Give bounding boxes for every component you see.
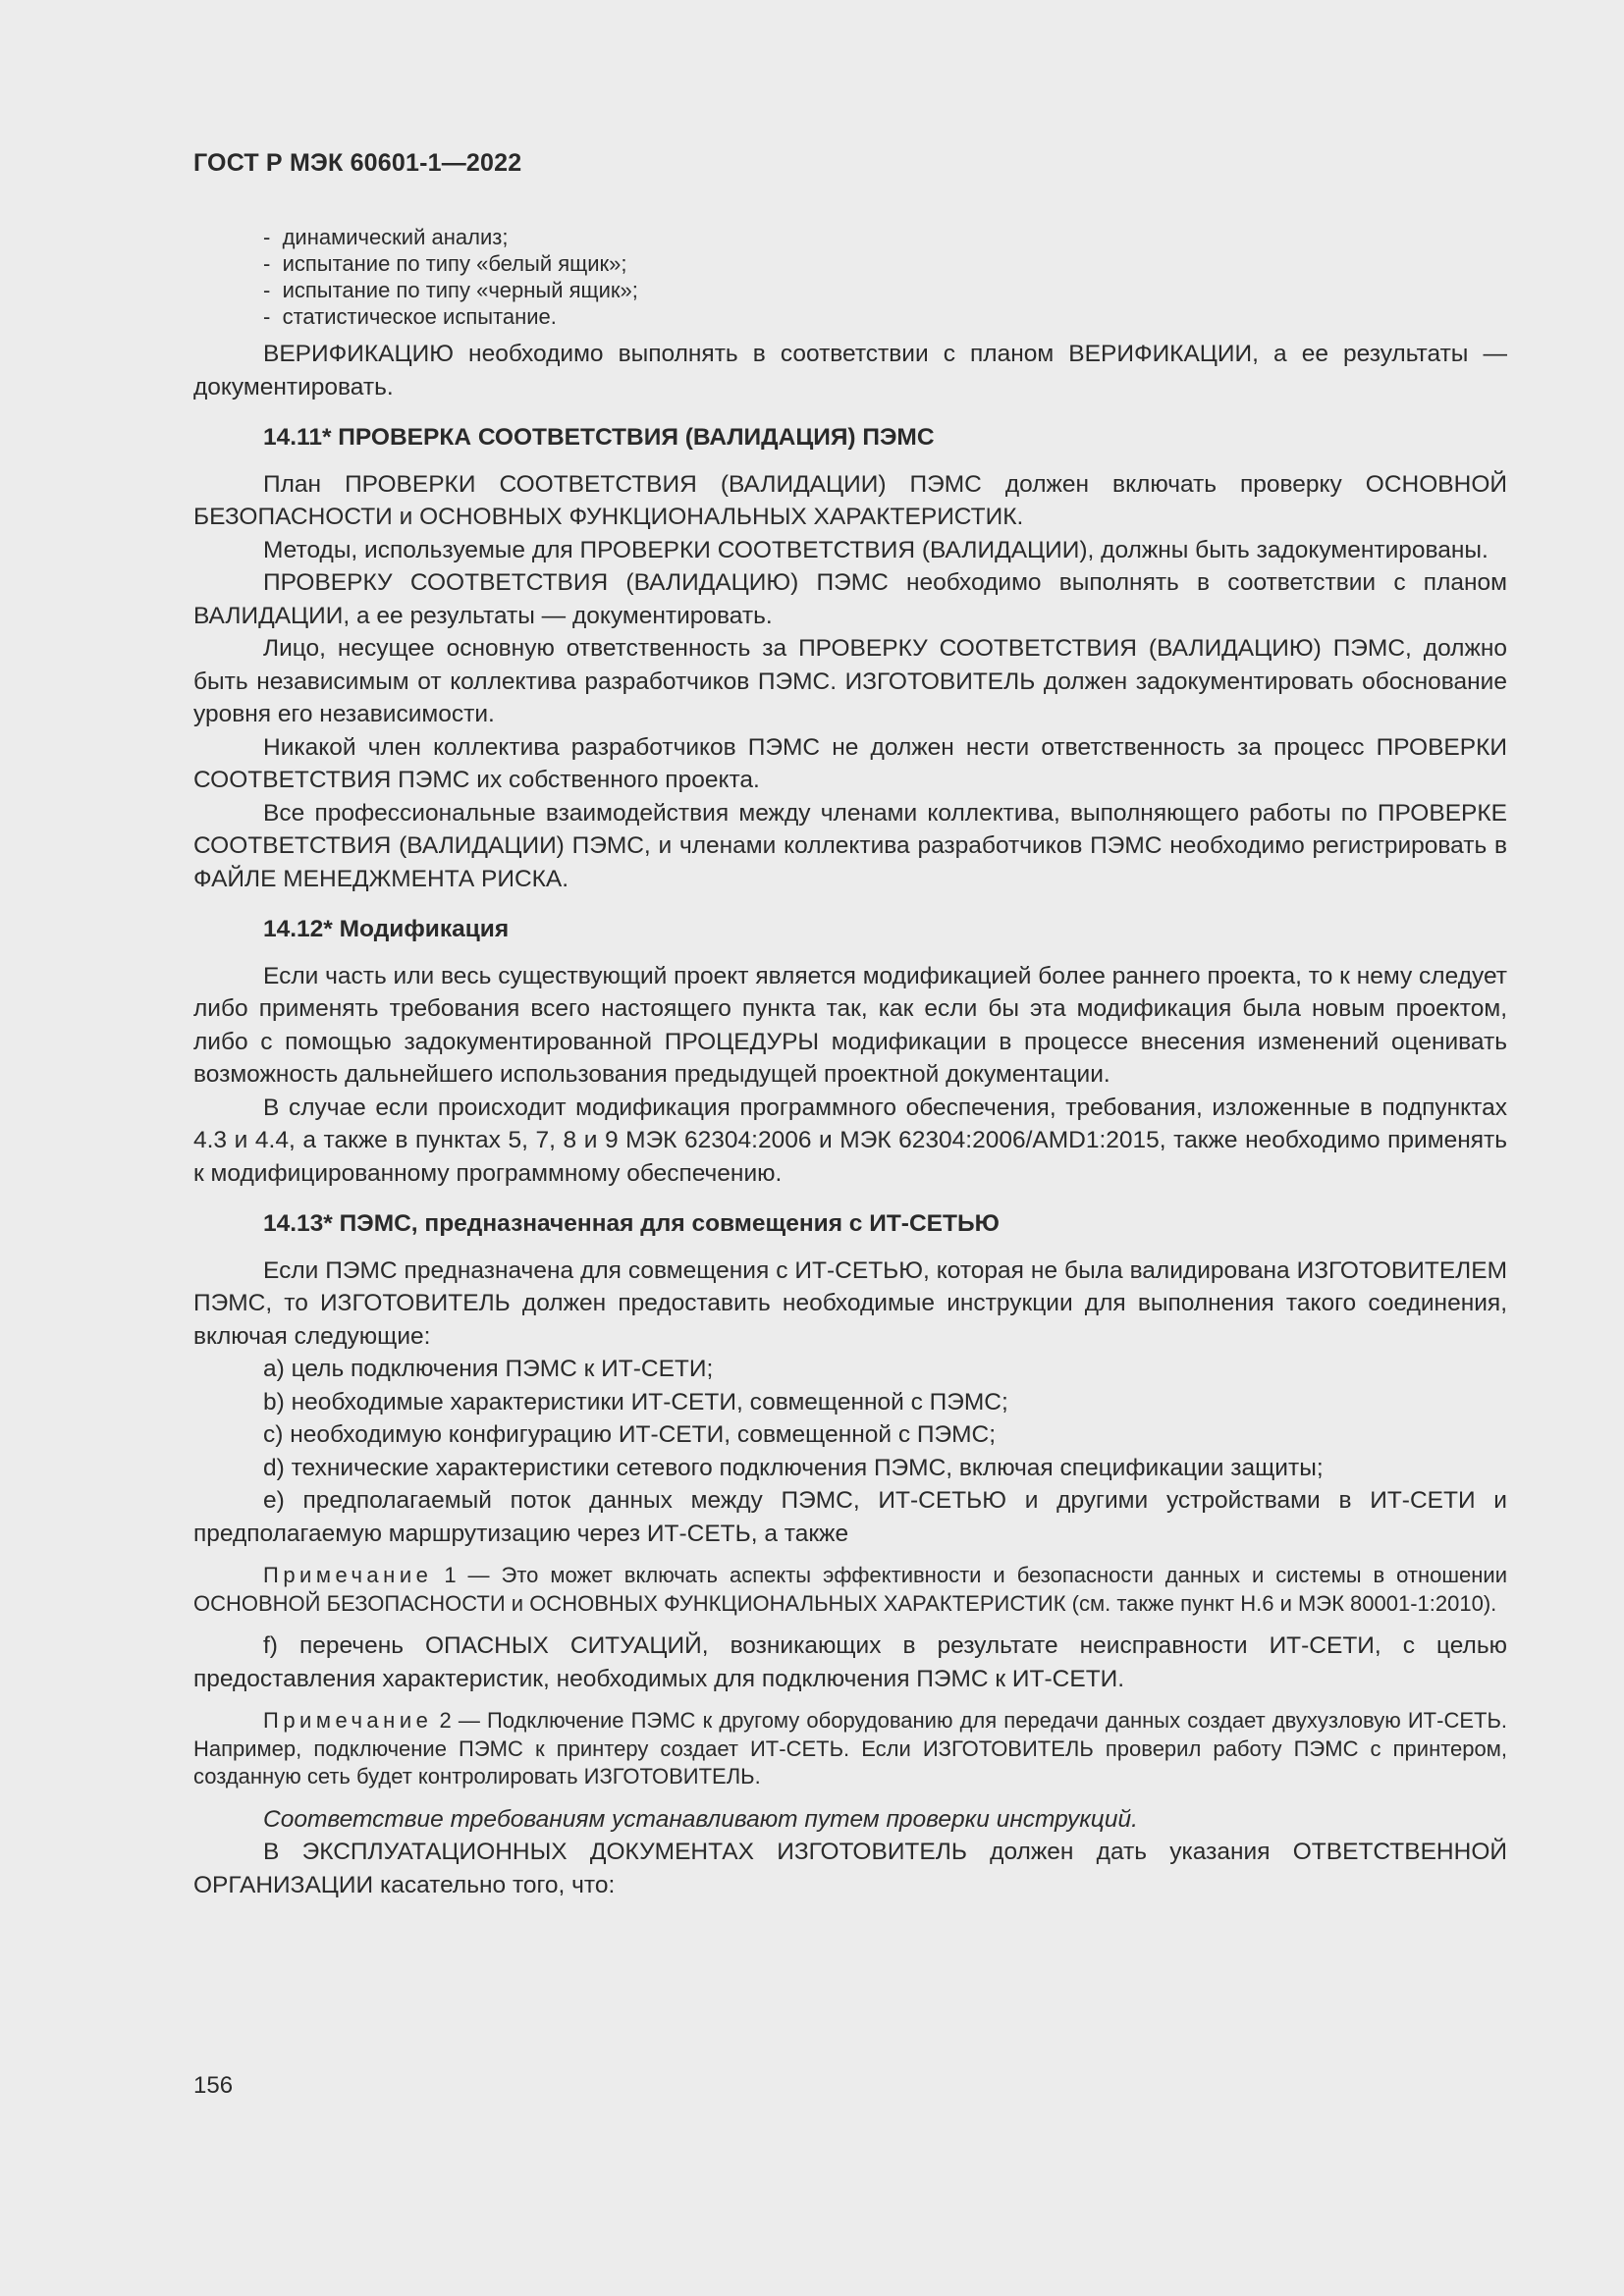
paragraph: Лицо, несущее основную ответственность за ПРОВЕРКУ СООТВЕТСТВИЯ (ВАЛИДАЦИЮ) ПЭМС, должно быть независимым от коллектива разработчиков ПЭМС. ИЗГОТОВИТЕЛЬ должен задокументировать обоснование уровня его независимости. <box>193 635 1507 727</box>
list-item-e: e) предполагаемый поток данных между ПЭМС, ИТ-СЕТЬЮ и другими устройствами в ИТ-СЕТИ и предполагаемую маршрутизацию через ИТ-СЕТЬ, а также <box>193 1487 1507 1547</box>
dash-list <box>193 224 1507 330</box>
document-header: ГОСТ Р МЭК 60601-1—2022 <box>193 149 522 177</box>
compliance-statement: Соответствие требованиям устанавливают путем проверки инструкций. <box>263 1805 1138 1833</box>
paragraph-verification: ВЕРИФИКАЦИЮ необходимо выполнять в соответствии с планом ВЕРИФИКАЦИИ, а ее результаты — документировать. <box>193 341 1507 400</box>
dash-mark: - <box>263 251 271 276</box>
paragraph: В случае если происходит модификация программного обеспечения, требования, изложенные в подпунктах 4.3 и 4.4, а также в пунктах 5, 7, 8 и 9 МЭК 62304:2006 и МЭК 62304:2006/AMD1:2015, также необходимо применять к модифицированному программному обеспечению. <box>193 1094 1507 1187</box>
list-item-b: b) необходимые характеристики ИТ-СЕТИ, совмещенной с ПЭМС; <box>263 1388 1008 1415</box>
paragraph: План ПРОВЕРКИ СООТВЕТСТВИЯ (ВАЛИДАЦИИ) ПЭМС должен включать проверку ОСНОВНОЙ БЕЗОПАСНОСТИ и ОСНОВНЫХ ФУНКЦИОНАЛЬНЫХ ХАРАКТЕРИСТИК. <box>193 470 1507 530</box>
document-body <box>193 224 1507 1901</box>
section-heading-14-12: 14.12* Модификация <box>263 916 510 942</box>
dash-mark: - <box>263 304 271 329</box>
paragraph: Методы, используемые для ПРОВЕРКИ СООТВЕТСТВИЯ (ВАЛИДАЦИИ), должны быть задокументированы. <box>263 536 1489 563</box>
dash-mark: - <box>263 278 271 302</box>
list-item-a: a) цель подключения ПЭМС к ИТ-СЕТИ; <box>263 1356 714 1382</box>
page-number: 156 <box>193 2072 234 2099</box>
dash-mark: - <box>263 225 271 249</box>
paragraph-intro: Если ПЭМС предназначена для совмещения с ИТ-СЕТЬЮ, которая не была валидирована ИЗГОТОВИТЕЛЕМ ПЭМС, то ИЗГОТОВИТЕЛЬ должен предоставить необходимые инструкции для выполнения такого соединения, включая следующие: <box>193 1256 1507 1350</box>
paragraph: Если часть или весь существующий проект является модификацией более раннего проекта, то к нему следует либо применять требования всего настоящего пункта так, как если бы эта модификация была новым проектом, либо с помощью задокументированной ПРОЦЕДУРЫ модификации в процессе внесения изменений оценивать возможность дальнейшего использования предыдущей проектной документации. <box>193 962 1507 1088</box>
section-heading-14-11: 14.11* ПРОВЕРКА СООТВЕТСТВИЯ (ВАЛИДАЦИЯ) ПЭМС <box>263 424 935 451</box>
paragraph-final: В ЭКСПЛУАТАЦИОННЫХ ДОКУМЕНТАХ ИЗГОТОВИТЕЛЬ должен дать указания ОТВЕТСТВЕННОЙ ОРГАНИЗАЦИИ касательно того, что: <box>193 1839 1507 1898</box>
note-label: Примечание <box>263 1563 433 1587</box>
list-item-d: d) технические характеристики сетевого подключения ПЭМС, включая спецификации защиты; <box>263 1454 1324 1481</box>
note-2: Примечание 2 — Подключение ПЭМС к другому оборудованию для передачи данных создает двухузловую ИТ-СЕТЬ. Например, подключение ПЭМС к принтеру создает ИТ-СЕТЬ. Если ИЗГОТОВИТЕЛЬ проверил работу ПЭМС с принтером, созданную сеть будет контролировать ИЗГОТОВИТЕЛЬ. <box>193 1708 1507 1789</box>
list-item: - статистическое испытание. <box>263 304 557 329</box>
note-1: Примечание 1 — Это может включать аспекты эффективности и безопасности данных и системы в отношении ОСНОВНОЙ БЕЗОПАСНОСТИ и ОСНОВНЫХ ФУНКЦИОНАЛЬНЫХ ХАРАКТЕРИСТИК (см. также пункт Н.6 и МЭК 80001-1:2010). <box>193 1563 1507 1616</box>
paragraph: Все профессиональные взаимодействия между членами коллектива, выполняющего работы по ПРОВЕРКЕ СООТВЕТСТВИЯ (ВАЛИДАЦИИ) ПЭМС, и членами коллектива разработчиков ПЭМС необходимо регистрировать в ФАЙЛЕ МЕНЕДЖМЕНТА РИСКА. <box>193 799 1507 892</box>
list-item: - испытание по типу «белый ящик»; <box>263 251 627 276</box>
paragraph: ПРОВЕРКУ СООТВЕТСТВИЯ (ВАЛИДАЦИЮ) ПЭМС необходимо выполнять в соответствии с планом ВАЛИДАЦИИ, а ее результаты — документировать. <box>193 569 1507 629</box>
note-label: Примечание <box>263 1708 433 1733</box>
list-item-c: c) необходимую конфигурацию ИТ-СЕТИ, совмещенной с ПЭМС; <box>263 1421 997 1448</box>
list-item: - испытание по типу «черный ящик»; <box>263 278 638 302</box>
section-heading-14-13: 14.13* ПЭМС, предназначенная для совмещения с ИТ-СЕТЬЮ <box>263 1210 1000 1237</box>
list-item: - динамический анализ; <box>263 225 509 249</box>
paragraph: Никакой член коллектива разработчиков ПЭМС не должен нести ответственность за процесс ПРОВЕРКИ СООТВЕТСТВИЯ ПЭМС их собственного проекта. <box>193 733 1507 793</box>
list-item-f: f) перечень ОПАСНЫХ СИТУАЦИЙ, возникающих в результате неисправности ИТ-СЕТИ, с целью предоставления характеристик, необходимых для подключения ПЭМС к ИТ-СЕТИ. <box>193 1632 1507 1692</box>
